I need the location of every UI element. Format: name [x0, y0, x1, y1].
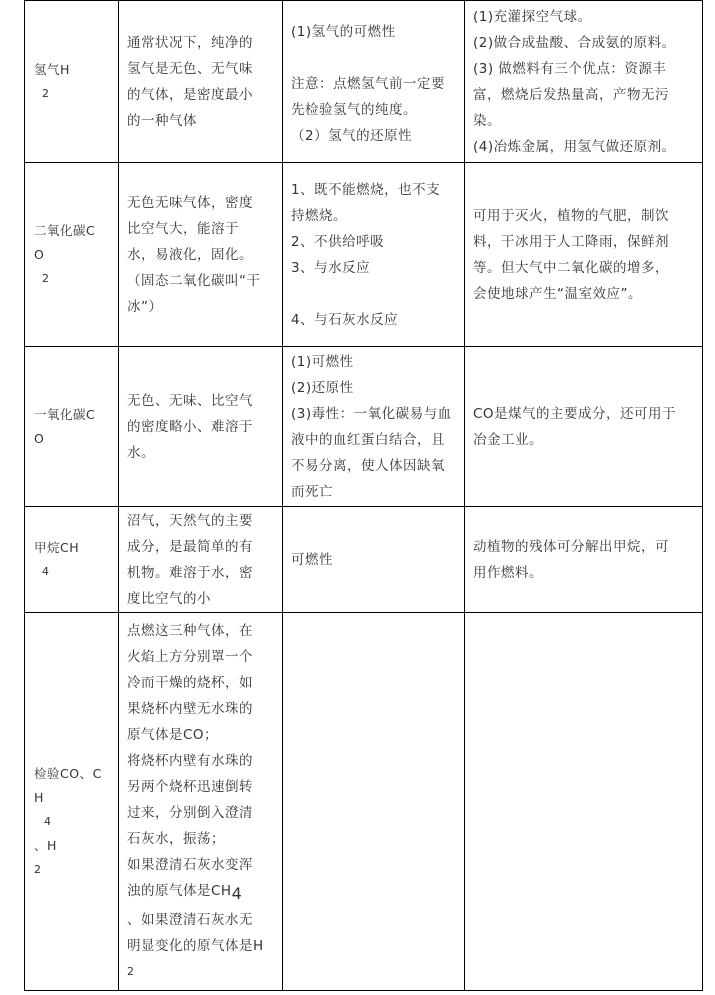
gas-name: 二氧化碳C: [34, 222, 96, 238]
gas-name-cell: [25, 163, 119, 347]
chemical-properties-cell: [283, 163, 465, 347]
gas-name-subscript: 2: [34, 862, 42, 876]
gas-name-subscript: 2: [42, 86, 50, 100]
text-line: 明显变化的原气体是H: [127, 938, 264, 954]
gas-name-cell: [25, 613, 119, 991]
text-line: 水，易液化，固化。: [127, 246, 253, 263]
text-line: 冷而干燥的烧杯，如: [127, 675, 253, 691]
uses-cell: [465, 1, 703, 163]
text-line: 染。: [473, 112, 501, 129]
text-line: 另两个烧杯迅速倒转: [127, 779, 253, 795]
text-line: 的气体，是密度最小: [127, 86, 253, 103]
text-line: 液中的血红蛋白结合，且: [291, 431, 445, 448]
text-line: （固态二氧化碳叫“干: [127, 272, 261, 289]
text-line: 氢气是无色、无气味: [127, 60, 253, 77]
text-line: 将烧杯内壁有水珠的: [127, 753, 253, 769]
text-line: 4、与石灰水反应: [291, 311, 399, 328]
text-line: 成分，是最简单的有: [127, 538, 253, 555]
text-line: 2、不供给呼吸: [291, 233, 385, 250]
gas-name-cell: [25, 507, 119, 613]
text-line: （2）氢气的还原性: [291, 128, 413, 144]
text-line: 3、与水反应: [291, 259, 371, 276]
text-line: 富，燃烧后发热量高，产物无污: [473, 86, 669, 103]
chemical-properties-cell: [283, 347, 465, 507]
text-line: 的密度略小、难溶于: [127, 418, 253, 435]
table-row-methane: [25, 507, 703, 613]
gas-name: 一氧化碳C: [34, 406, 96, 422]
table-row-carbon-dioxide: [25, 163, 703, 347]
text-line: (2)还原性: [291, 379, 354, 396]
text-line: (1)充灌探空气球。: [473, 8, 592, 25]
text-line: 持燃烧。: [291, 207, 347, 224]
text-line: 1、既不能燃烧，也不支: [291, 181, 441, 198]
gas-name: 氢气H: [34, 61, 70, 77]
text-line: 用作燃料。: [473, 564, 543, 581]
text-line: 沼气，天然气的主要: [127, 512, 253, 529]
text-line: (3)毒性：一氧化碳易与血: [291, 405, 452, 422]
text-line: 比空气大，能溶于: [127, 220, 239, 237]
text-line: (2)做合成盐酸、合成氨的原料。: [473, 34, 676, 51]
text-line: 可燃性: [291, 551, 333, 568]
text-line: 冰”）: [127, 298, 163, 315]
text-line: 水。: [127, 444, 155, 461]
text-line: 动植物的残体可分解出甲烷，可: [473, 538, 669, 555]
table-row-carbon-monoxide: [25, 347, 703, 507]
text-line: 度比空气的小: [127, 590, 211, 607]
blank-line: [291, 45, 456, 71]
subscript: 4: [231, 884, 243, 903]
uses-cell: [465, 347, 703, 507]
physical-properties-cell: [119, 507, 283, 613]
text-line: 冶金工业。: [473, 431, 543, 448]
gas-name-continued: O: [34, 246, 45, 262]
gas-name-cell: [25, 347, 119, 507]
table-row-hydrogen: [25, 1, 703, 163]
text-line: 先检验氢气的纯度。: [291, 102, 417, 118]
gas-name-subscript: 4: [44, 814, 52, 828]
text-line: 无色、无味、比空气: [127, 392, 253, 409]
text-line: 过来，分别倒入澄清: [127, 805, 253, 821]
gas-name-continued: H: [34, 789, 44, 805]
gas-name-subscript: 2: [42, 271, 50, 285]
chemical-properties-cell: [283, 613, 465, 991]
physical-properties-cell: [119, 347, 283, 507]
text-line: [127, 878, 274, 907]
test-procedure-cell: [119, 613, 283, 991]
text-line: 等。但大气中二氧化碳的增多，: [473, 259, 669, 276]
text-line: 、如果澄清石灰水无: [127, 912, 253, 928]
gas-name-cell: [25, 1, 119, 163]
uses-cell: [465, 163, 703, 347]
blank-line: [291, 281, 456, 307]
text-line: 原气体是CO；: [127, 727, 219, 743]
text-line: 不易分离，使人体因缺氧: [291, 457, 445, 474]
gas-name-subscript: 4: [42, 564, 50, 578]
table-row-identification: [25, 613, 703, 991]
gas-name: 检验CO、C: [34, 765, 102, 781]
uses-cell: [465, 507, 703, 613]
text-line: 机物。难溶于水，密: [127, 564, 253, 581]
text-line: 的一种气体: [127, 112, 197, 129]
text-line: 可用于灭火，植物的气肥，制饮: [473, 207, 669, 224]
gas-name: 甲烷CH: [34, 539, 80, 555]
gas-name-continued: 、H: [34, 837, 57, 853]
text-segment: 浊的原气体是CH: [127, 883, 232, 899]
text-line: 注意：点燃氢气前一定要: [291, 76, 445, 92]
chemical-properties-cell: [283, 1, 465, 163]
text-line: (1)可燃性: [291, 353, 354, 370]
text-line: 石灰水，振荡；: [127, 831, 225, 847]
text-line: 火焰上方分别罩一个: [127, 649, 253, 665]
text-line: 点燃这三种气体，在: [127, 623, 253, 639]
text-line: 如果澄清石灰水变浑: [127, 857, 253, 873]
text-line: 会使地球产生“温室效应”。: [473, 285, 642, 302]
text-line: 而死亡: [291, 483, 333, 500]
text-line: CO是煤气的主要成分，还可用于: [473, 405, 677, 422]
text-line: (3) 做燃料有三个优点：资源丰: [473, 60, 667, 77]
text-line: 果烧杯内壁无水珠的: [127, 701, 253, 717]
text-line: (4)冶炼金属，用氢气做还原剂。: [473, 138, 676, 155]
physical-properties-cell: [119, 1, 283, 163]
text-line: 2: [127, 965, 135, 978]
uses-cell: [465, 613, 703, 991]
text-line: 无色无味气体，密度: [127, 194, 253, 211]
gas-properties-table: [24, 0, 703, 991]
text-line: 通常状况下，纯净的: [127, 34, 253, 51]
text-line: (1)氢气的可燃性: [291, 24, 396, 40]
chemical-properties-cell: [283, 507, 465, 613]
physical-properties-cell: [119, 163, 283, 347]
text-line: 料，干冰用于人工降雨，保鲜剂: [473, 233, 669, 250]
gas-name-continued: O: [34, 430, 45, 446]
